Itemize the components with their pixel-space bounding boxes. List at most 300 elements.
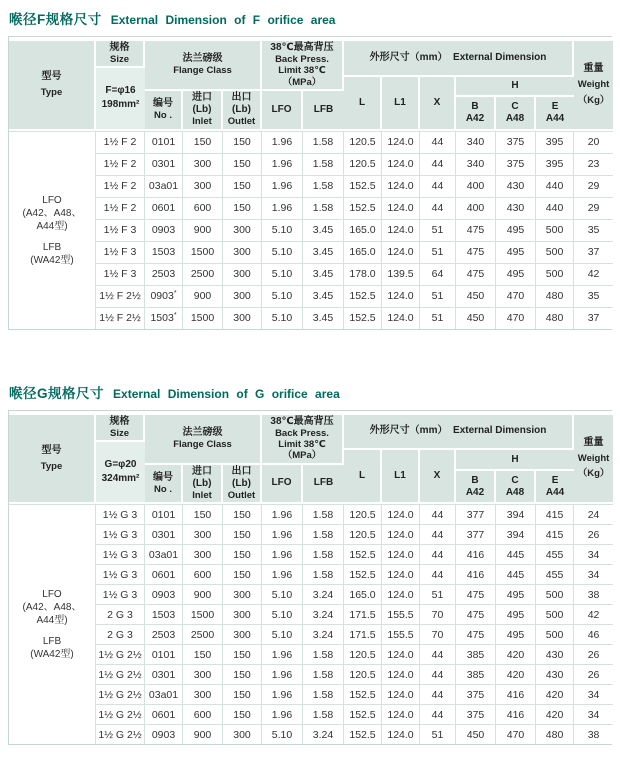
table-f-body	[9, 131, 613, 329]
header-L1: L1	[382, 450, 420, 504]
data-cell: 1.58	[303, 684, 344, 704]
data-cell: 44	[420, 664, 456, 684]
data-cell: 23	[574, 153, 613, 175]
data-cell: 51	[420, 307, 456, 329]
data-cell: 470	[496, 307, 536, 329]
spec-cell: 1½ F 3	[96, 219, 145, 241]
data-cell: 152.5	[344, 197, 382, 219]
data-cell: 375	[456, 684, 496, 704]
data-cell: 165.0	[344, 219, 382, 241]
data-cell: 475	[456, 263, 496, 285]
table-row	[9, 263, 613, 285]
data-cell: 2500	[183, 624, 223, 644]
data-cell: 1.58	[303, 504, 344, 524]
data-cell: 26	[574, 644, 613, 664]
data-cell: 5.10	[262, 241, 303, 263]
data-cell: 480	[536, 307, 574, 329]
data-cell: 03a01	[145, 544, 183, 564]
data-cell: 450	[456, 724, 496, 744]
data-cell: 3.24	[303, 724, 344, 744]
data-cell: 150	[223, 704, 262, 724]
data-cell: 44	[420, 153, 456, 175]
spec-cell: 1½ F 2	[96, 175, 145, 197]
data-cell: 1.96	[262, 564, 303, 584]
data-cell: 26	[574, 524, 613, 544]
data-cell: 385	[456, 644, 496, 664]
data-cell: 70	[420, 624, 456, 644]
data-cell: 150	[183, 131, 223, 153]
data-cell: 152.5	[344, 307, 382, 329]
data-cell: 495	[496, 219, 536, 241]
table-row	[9, 644, 613, 664]
spec-cell: 1½ F 2½	[96, 285, 145, 307]
data-cell: 1.96	[262, 644, 303, 664]
data-cell: 416	[456, 564, 496, 584]
header-weight: 重量 Weight （Kg）	[574, 411, 613, 505]
data-cell: 600	[183, 197, 223, 219]
data-cell: 475	[456, 604, 496, 624]
data-cell: 124.0	[382, 664, 420, 684]
data-cell: 475	[456, 241, 496, 263]
data-cell: 178.0	[344, 263, 382, 285]
table-g-wrapper	[8, 410, 612, 746]
header-L: L	[344, 450, 382, 504]
data-cell: 300	[183, 175, 223, 197]
table-title-g-en: External Dimension of G orifice area	[113, 386, 340, 401]
spec-cell: 2 G 3	[96, 624, 145, 644]
header-lfo: LFO	[262, 91, 303, 130]
data-cell: 430	[536, 664, 574, 684]
table-title-f-zh: 喉径F规格尺寸	[9, 12, 102, 27]
data-cell: 1500	[183, 307, 223, 329]
data-cell: 44	[420, 704, 456, 724]
data-cell: 416	[496, 684, 536, 704]
data-cell: 46	[574, 624, 613, 644]
table-title-g	[9, 382, 612, 403]
data-cell: 165.0	[344, 241, 382, 263]
data-cell: 300	[223, 285, 262, 307]
data-cell: 900	[183, 584, 223, 604]
data-cell: 150	[223, 644, 262, 664]
data-cell: 475	[456, 584, 496, 604]
data-cell: 24	[574, 504, 613, 524]
data-cell: 44	[420, 504, 456, 524]
data-cell: 5.10	[262, 584, 303, 604]
data-cell: 171.5	[344, 624, 382, 644]
data-cell: 120.5	[344, 644, 382, 664]
data-cell: 124.0	[382, 704, 420, 724]
table-row	[9, 131, 613, 153]
data-cell: 495	[496, 241, 536, 263]
spec-cell: 1½ G 3	[96, 544, 145, 564]
data-cell: 375	[496, 153, 536, 175]
data-cell: 124.0	[382, 724, 420, 744]
data-cell: 495	[496, 604, 536, 624]
table-row	[9, 285, 613, 307]
data-cell: 385	[456, 664, 496, 684]
data-cell: 0903	[145, 724, 183, 744]
data-cell: 150	[223, 544, 262, 564]
data-cell: 300	[223, 724, 262, 744]
data-cell: 120.5	[344, 131, 382, 153]
data-cell: 470	[496, 724, 536, 744]
data-cell: 430	[536, 644, 574, 664]
data-cell: 3.45	[303, 219, 344, 241]
table-row	[9, 197, 613, 219]
data-cell: 1.58	[303, 704, 344, 724]
data-cell: 1503	[145, 241, 183, 263]
data-cell: 500	[536, 624, 574, 644]
data-cell: 124.0	[382, 307, 420, 329]
data-cell: 2500	[183, 263, 223, 285]
data-cell: 445	[496, 544, 536, 564]
data-cell: 300	[223, 263, 262, 285]
table-row	[9, 624, 613, 644]
spec-cell: 1½ F 2	[96, 197, 145, 219]
data-cell: 64	[420, 263, 456, 285]
data-cell: 1.58	[303, 524, 344, 544]
data-cell: 124.0	[382, 524, 420, 544]
data-cell: 1.96	[262, 684, 303, 704]
spec-cell: 1½ F 3	[96, 241, 145, 263]
header-col-c: C A48	[496, 471, 536, 504]
data-cell: 415	[536, 504, 574, 524]
data-cell: 480	[536, 285, 574, 307]
data-cell: 34	[574, 544, 613, 564]
data-cell: 44	[420, 131, 456, 153]
data-cell: 51	[420, 219, 456, 241]
table-row	[9, 153, 613, 175]
data-cell: 394	[496, 524, 536, 544]
data-cell: 2503	[145, 263, 183, 285]
data-cell: 3.45	[303, 263, 344, 285]
data-cell: 420	[536, 684, 574, 704]
section-g-orifice	[8, 382, 612, 746]
table-row	[9, 604, 613, 624]
header-H: H	[456, 77, 574, 98]
data-cell: 155.5	[382, 624, 420, 644]
data-cell: 1.96	[262, 175, 303, 197]
data-cell: 44	[420, 684, 456, 704]
type-group: LFB (WA42型)	[30, 241, 74, 266]
data-cell: 1.96	[262, 504, 303, 524]
table-title-f	[9, 8, 612, 29]
data-cell: 1.58	[303, 644, 344, 664]
data-cell: 1500	[183, 604, 223, 624]
table-row	[9, 544, 613, 564]
data-cell: 1.96	[262, 131, 303, 153]
data-cell: 0903	[145, 219, 183, 241]
data-cell: 152.5	[344, 704, 382, 724]
data-cell: 35	[574, 285, 613, 307]
header-L: L	[344, 77, 382, 131]
type-group: LFO (A42、A48、 A44型)	[22, 589, 82, 627]
data-cell: 124.0	[382, 684, 420, 704]
data-cell: 475	[456, 219, 496, 241]
header-no: 编号 No .	[145, 465, 183, 504]
data-cell: 600	[183, 564, 223, 584]
data-cell: 150	[223, 197, 262, 219]
header-col-e: E A44	[536, 97, 574, 130]
spec-cell: 1½ F 2½	[96, 307, 145, 329]
data-cell: 0601	[145, 704, 183, 724]
table-row	[9, 684, 613, 704]
data-cell: 70	[420, 604, 456, 624]
data-cell: 1.96	[262, 704, 303, 724]
data-cell: 495	[496, 263, 536, 285]
data-cell: 155.5	[382, 604, 420, 624]
data-cell: 495	[496, 584, 536, 604]
data-cell: 03a01	[145, 175, 183, 197]
data-cell: 0101	[145, 504, 183, 524]
header-outlet: 出口(Lb) Outlet	[223, 465, 262, 504]
data-cell: 29	[574, 175, 613, 197]
table-row	[9, 307, 613, 329]
header-back-pressure: 38℃最高背压 Back Press. Limit 38℃ （MPa）	[262, 37, 344, 91]
data-cell: 1.96	[262, 664, 303, 684]
spec-cell: 1½ G 2½	[96, 724, 145, 744]
data-cell: 1.58	[303, 664, 344, 684]
spec-cell: 1½ G 2½	[96, 684, 145, 704]
data-cell: 415	[536, 524, 574, 544]
data-cell: 300	[183, 153, 223, 175]
header-col-c: C A48	[496, 97, 536, 130]
header-back-pressure: 38℃最高背压 Back Press. Limit 38℃ （MPa）	[262, 411, 344, 465]
data-cell: 35	[574, 219, 613, 241]
data-cell: 44	[420, 544, 456, 564]
table-f-header	[9, 37, 613, 131]
data-cell: 300	[223, 624, 262, 644]
data-cell: 38	[574, 584, 613, 604]
data-cell: 500	[536, 263, 574, 285]
data-cell: 124.0	[382, 131, 420, 153]
data-cell: 420	[536, 704, 574, 724]
table-title-g-zh: 喉径G规格尺寸	[9, 385, 105, 401]
table-row	[9, 219, 613, 241]
data-cell: 150	[223, 664, 262, 684]
data-cell: 300	[223, 604, 262, 624]
data-cell: 34	[574, 684, 613, 704]
data-cell: 124.0	[382, 644, 420, 664]
data-cell: 152.5	[344, 175, 382, 197]
data-cell: 51	[420, 241, 456, 263]
data-cell: 5.10	[262, 285, 303, 307]
data-cell: 480	[536, 724, 574, 744]
header-col-b: B A42	[456, 97, 496, 130]
data-cell: 1.58	[303, 564, 344, 584]
data-cell: 375	[496, 131, 536, 153]
data-cell: 0903	[145, 584, 183, 604]
spec-cell: 1½ F 2	[96, 131, 145, 153]
data-cell: 377	[456, 524, 496, 544]
data-cell: 300	[223, 584, 262, 604]
data-cell: 1.58	[303, 153, 344, 175]
data-cell: 152.5	[344, 544, 382, 564]
data-cell: 34	[574, 564, 613, 584]
data-cell: 124.0	[382, 285, 420, 307]
data-cell: 1503	[145, 604, 183, 624]
data-cell: 340	[456, 131, 496, 153]
data-cell: 450	[456, 307, 496, 329]
data-cell: 171.5	[344, 604, 382, 624]
data-cell: 42	[574, 604, 613, 624]
table-row	[9, 564, 613, 584]
data-cell: 3.45	[303, 307, 344, 329]
data-cell: 900	[183, 724, 223, 744]
table-row	[9, 504, 613, 524]
data-cell: 455	[536, 564, 574, 584]
data-cell: 1503*	[145, 307, 183, 329]
header-external-dimension: 外形尺寸（mm） External Dimension	[344, 411, 574, 451]
data-cell: 430	[496, 197, 536, 219]
data-cell: 44	[420, 197, 456, 219]
data-cell: 475	[456, 624, 496, 644]
data-cell: 38	[574, 724, 613, 744]
data-cell: 400	[456, 197, 496, 219]
data-cell: 1500	[183, 241, 223, 263]
data-cell: 120.5	[344, 153, 382, 175]
data-cell: 455	[536, 544, 574, 564]
data-cell: 1.96	[262, 197, 303, 219]
data-cell: 124.0	[382, 564, 420, 584]
data-cell: 300	[183, 684, 223, 704]
data-cell: 300	[183, 664, 223, 684]
data-cell: 300	[223, 307, 262, 329]
data-cell: 394	[496, 504, 536, 524]
data-cell: 1.58	[303, 544, 344, 564]
header-lfo: LFO	[262, 465, 303, 504]
table-title-f-en: External Dimension of F orifice area	[110, 13, 336, 27]
header-flange-class: 法兰磅级 Flange Class	[145, 411, 262, 465]
data-cell: 51	[420, 724, 456, 744]
data-cell: 20	[574, 131, 613, 153]
header-size: 规格 Size	[96, 37, 145, 68]
data-cell: 500	[536, 604, 574, 624]
header-type: 型号 Type	[9, 37, 96, 131]
data-cell: 0101	[145, 644, 183, 664]
data-cell: 420	[496, 644, 536, 664]
data-cell: 5.10	[262, 724, 303, 744]
data-cell: 124.0	[382, 241, 420, 263]
data-cell: 139.5	[382, 263, 420, 285]
header-no: 编号 No .	[145, 91, 183, 130]
data-cell: 150	[223, 153, 262, 175]
header-weight: 重量 Weight （Kg）	[574, 37, 613, 131]
spec-cell: 1½ G 3	[96, 564, 145, 584]
data-cell: 377	[456, 504, 496, 524]
data-cell: 150	[223, 131, 262, 153]
data-cell: 44	[420, 564, 456, 584]
table-f-wrapper	[8, 36, 612, 330]
spec-cell: 1½ F 2	[96, 153, 145, 175]
data-cell: 1.58	[303, 175, 344, 197]
header-size: 规格 Size	[96, 411, 145, 442]
data-cell: 500	[536, 241, 574, 263]
table-row	[9, 664, 613, 684]
header-external-dimension: 外形尺寸（mm） External Dimension	[344, 37, 574, 77]
data-cell: 26	[574, 664, 613, 684]
data-cell: 152.5	[344, 684, 382, 704]
data-cell: 150	[223, 564, 262, 584]
data-cell: 1.96	[262, 524, 303, 544]
data-cell: 1.96	[262, 544, 303, 564]
data-cell: 44	[420, 644, 456, 664]
spec-cell: 1½ G 3	[96, 584, 145, 604]
data-cell: 0601	[145, 564, 183, 584]
data-cell: 5.10	[262, 604, 303, 624]
spec-table-g	[9, 411, 613, 745]
data-cell: 0301	[145, 524, 183, 544]
data-cell: 150	[223, 684, 262, 704]
data-cell: 495	[496, 624, 536, 644]
data-cell: 416	[496, 704, 536, 724]
data-cell: 430	[496, 175, 536, 197]
spec-cell: 1½ F 3	[96, 263, 145, 285]
data-cell: 124.0	[382, 153, 420, 175]
spec-cell: 1½ G 3	[96, 504, 145, 524]
data-cell: 152.5	[344, 564, 382, 584]
data-cell: 300	[223, 219, 262, 241]
data-cell: 124.0	[382, 584, 420, 604]
data-cell: 395	[536, 153, 574, 175]
data-cell: 470	[496, 285, 536, 307]
data-cell: 1.58	[303, 197, 344, 219]
data-cell: 3.24	[303, 624, 344, 644]
data-cell: 120.5	[344, 664, 382, 684]
data-cell: 1.58	[303, 131, 344, 153]
spec-cell: 1½ G 2½	[96, 644, 145, 664]
table-row	[9, 584, 613, 604]
type-group: LFO (A42、A48、 A44型)	[22, 194, 82, 232]
data-cell: 152.5	[344, 724, 382, 744]
data-cell: 124.0	[382, 219, 420, 241]
data-cell: 152.5	[344, 285, 382, 307]
table-g-body	[9, 504, 613, 744]
data-cell: 37	[574, 241, 613, 263]
data-cell: 900	[183, 285, 223, 307]
data-cell: 44	[420, 524, 456, 544]
header-outlet: 出口(Lb) Outlet	[223, 91, 262, 130]
header-spec-g: G=φ20 324mm²	[96, 442, 145, 504]
header-L1: L1	[382, 77, 420, 131]
data-cell: 420	[496, 664, 536, 684]
header-flange-class: 法兰磅级 Flange Class	[145, 37, 262, 91]
spec-cell: 2 G 3	[96, 604, 145, 624]
header-H: H	[456, 450, 574, 471]
data-cell: 416	[456, 544, 496, 564]
header-lfb: LFB	[303, 91, 344, 130]
data-cell: 900	[183, 219, 223, 241]
data-cell: 340	[456, 153, 496, 175]
type-group: LFB (WA42型)	[30, 636, 74, 661]
data-cell: 03a01	[145, 684, 183, 704]
table-row	[9, 704, 613, 724]
data-cell: 120.5	[344, 524, 382, 544]
table-row	[9, 241, 613, 263]
data-cell: 29	[574, 197, 613, 219]
data-cell: 375	[456, 704, 496, 724]
data-cell: 5.10	[262, 219, 303, 241]
data-cell: 51	[420, 285, 456, 307]
spec-table-f	[9, 37, 613, 329]
data-cell: 500	[536, 219, 574, 241]
data-cell: 500	[536, 584, 574, 604]
data-cell: 5.10	[262, 307, 303, 329]
data-cell: 0101	[145, 131, 183, 153]
table-g-header	[9, 411, 613, 505]
data-cell: 0601	[145, 197, 183, 219]
data-cell: 1.96	[262, 153, 303, 175]
